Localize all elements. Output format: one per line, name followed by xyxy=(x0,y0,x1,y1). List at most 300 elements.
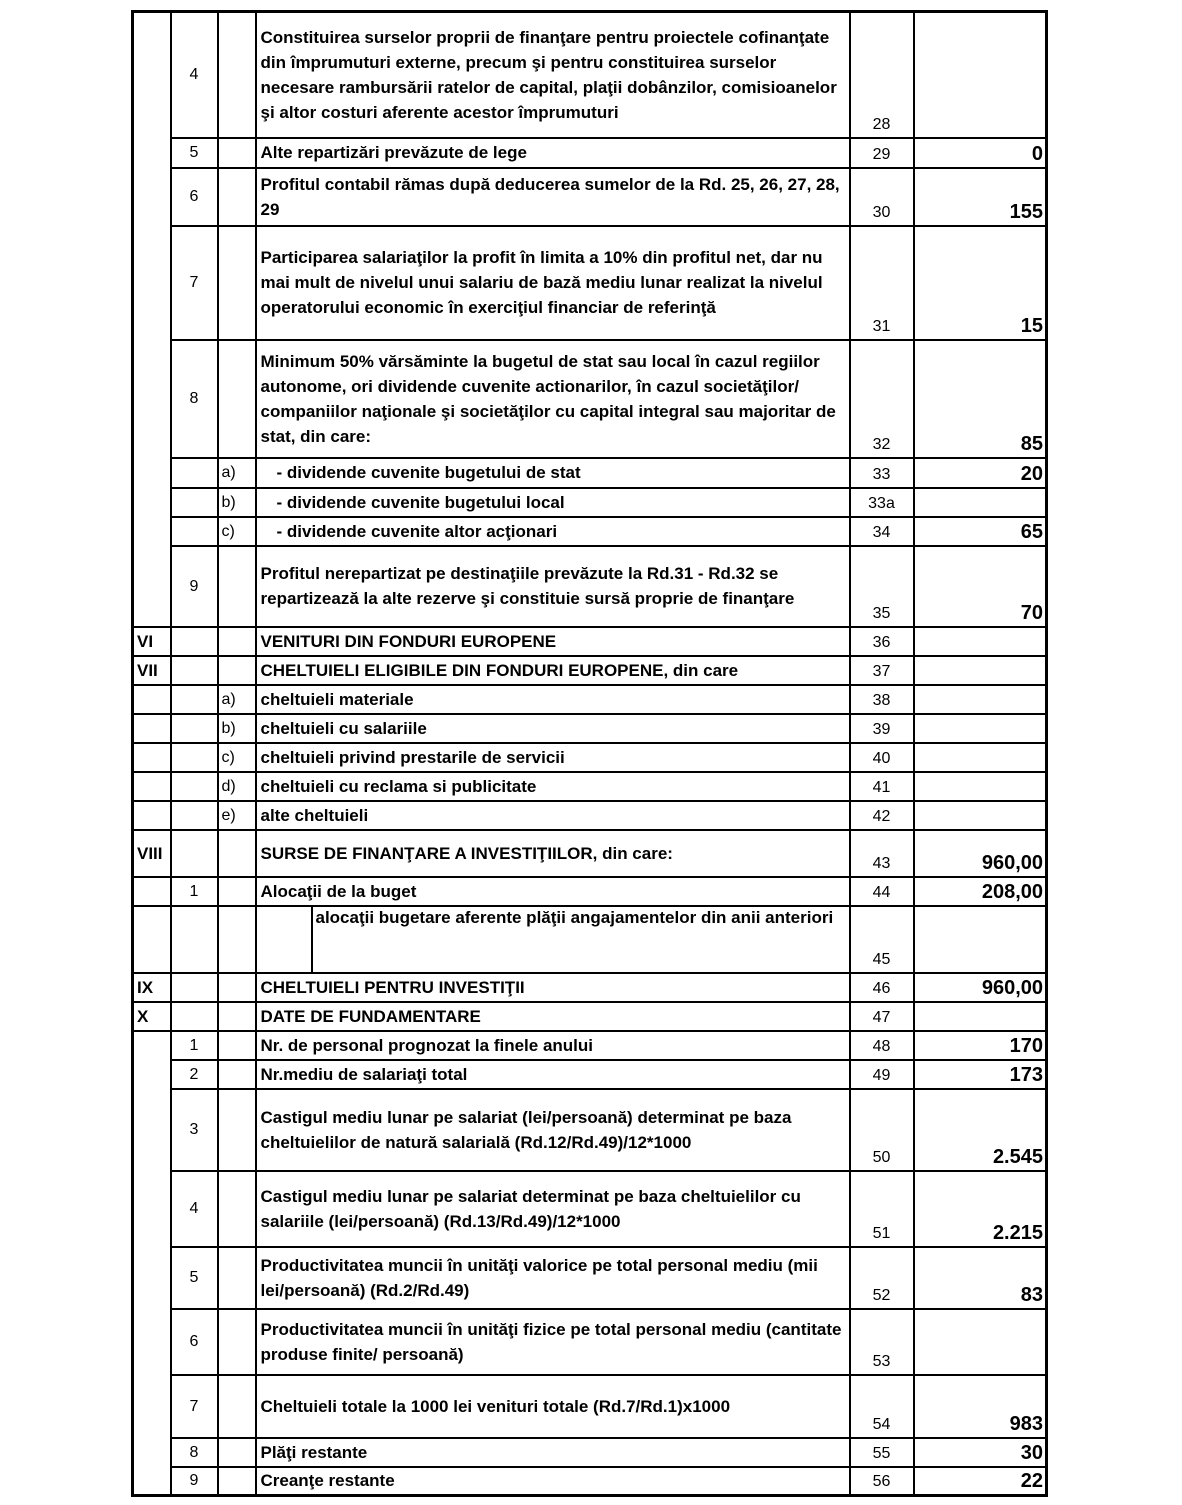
value-cell xyxy=(914,1375,1047,1438)
value-cell xyxy=(914,1060,1047,1089)
row-number-cell-text: 1 xyxy=(189,882,199,900)
row-code-cell xyxy=(850,1002,914,1031)
indicator-text-cell-text: Alte repartizări prevăzute de lege xyxy=(260,143,527,162)
value-cell xyxy=(914,973,1047,1002)
sub-index-cell xyxy=(218,685,256,714)
row-code-cell xyxy=(850,743,914,772)
table-row xyxy=(133,1089,1047,1171)
indicator-text-cell-text: Cheltuieli totale la 1000 lei venituri totale (Rd.7/Rd.1)x1000 xyxy=(260,1396,731,1416)
section-roman-cell xyxy=(133,546,171,627)
indicator-text-cell-text: DATE DE FUNDAMENTARE xyxy=(260,1006,481,1026)
table-row xyxy=(133,772,1047,801)
sub-index-cell xyxy=(218,12,256,138)
sub-index-cell xyxy=(218,1309,256,1375)
row-number-cell-text: 7 xyxy=(189,1397,199,1415)
indicator-text-cell-text: Profitul nerepartizat pe destinaţiile prevăzute la Rd.31 - Rd.32 se repartizează la alte rezerve şi constituie sursă proprie de finanţare xyxy=(260,564,795,608)
indicator-text-cell-text: - dividende cuvenite altor acţionari xyxy=(276,521,558,541)
row-code-cell-text: 56 xyxy=(872,1473,891,1490)
sub-index-cell xyxy=(218,877,256,906)
indicator-text-cell-text: cheltuieli cu salariile xyxy=(260,718,427,738)
value-cell xyxy=(914,168,1047,226)
value-cell-text: 208,00 xyxy=(981,880,1043,903)
value-cell-text: 85 xyxy=(1020,432,1043,455)
sub-index-cell xyxy=(218,1438,256,1467)
row-code-cell-text: 55 xyxy=(872,1444,891,1462)
row-number-cell xyxy=(171,12,218,138)
row-number-cell-text: 5 xyxy=(189,1269,199,1286)
sub-index-cell xyxy=(218,168,256,226)
sub-index-cell xyxy=(218,138,256,168)
value-cell xyxy=(914,546,1047,627)
row-code-cell xyxy=(850,1438,914,1467)
indicator-text-cell xyxy=(256,138,850,168)
section-roman-cell xyxy=(133,714,171,743)
value-cell-text: 22 xyxy=(1020,1470,1043,1492)
row-number-cell xyxy=(171,1309,218,1375)
sub-index-cell xyxy=(218,973,256,1002)
row-code-cell xyxy=(850,1309,914,1375)
value-cell-text: 983 xyxy=(1009,1412,1043,1435)
table-row xyxy=(133,546,1047,627)
sub-index-cell-text: c) xyxy=(221,522,235,540)
value-cell xyxy=(914,801,1047,830)
indicator-text-cell xyxy=(256,1467,850,1496)
row-code-cell xyxy=(850,1467,914,1496)
value-cell xyxy=(914,12,1047,138)
section-roman-cell xyxy=(133,1002,171,1031)
section-roman-cell xyxy=(133,906,171,973)
row-code-cell-text: 44 xyxy=(872,883,891,901)
sub-index-cell-text: b) xyxy=(221,493,236,511)
value-cell-text: 0 xyxy=(1031,142,1043,165)
indicator-text-cell xyxy=(256,1031,850,1060)
indicator-text-cell-text: cheltuieli materiale xyxy=(260,689,414,709)
value-cell-text: 83 xyxy=(1020,1283,1043,1306)
value-cell-text: 2.215 xyxy=(992,1221,1043,1244)
indicator-text-cell xyxy=(256,743,850,772)
value-cell xyxy=(914,743,1047,772)
value-cell xyxy=(914,1031,1047,1060)
row-number-cell-text: 5 xyxy=(189,144,199,161)
indicator-text-cell-text: Participarea salariaţilor la profit în limita a 10% din profitul net, dar nu mai mult de nivelul unui salariu de bază mediu lunar realizat la nivelul operatorului economic în exerciţiul financiar de referinţă xyxy=(260,248,823,317)
section-roman-cell xyxy=(133,1171,171,1247)
indicator-text-cell-text: Plăţi restante xyxy=(260,1442,368,1462)
table-row xyxy=(133,801,1047,830)
sub-index-cell xyxy=(218,1375,256,1438)
row-code-cell-text: 36 xyxy=(872,633,891,651)
table-row xyxy=(133,488,1047,517)
sub-index-cell xyxy=(218,714,256,743)
row-code-cell-text: 50 xyxy=(872,1148,891,1166)
table-row xyxy=(133,1060,1047,1089)
section-roman-cell xyxy=(133,168,171,226)
row-number-cell xyxy=(171,226,218,340)
indicator-text-cell xyxy=(256,973,850,1002)
row-number-cell-text: 6 xyxy=(189,188,199,205)
value-cell xyxy=(914,906,1047,973)
nested-indicator-box xyxy=(311,906,834,973)
value-cell xyxy=(914,772,1047,801)
sub-index-cell xyxy=(218,1171,256,1247)
indicator-text-cell xyxy=(256,656,850,685)
table-row xyxy=(133,1171,1047,1247)
section-roman-cell xyxy=(133,458,171,488)
value-cell xyxy=(914,1171,1047,1247)
indicator-text-cell-text: Nr. de personal prognozat la finele anului xyxy=(260,1035,593,1055)
table-row xyxy=(133,1031,1047,1060)
indicator-text-cell xyxy=(256,772,850,801)
value-cell-text: 960,00 xyxy=(981,851,1043,874)
indicator-text-cell xyxy=(256,168,850,226)
row-code-cell xyxy=(850,488,914,517)
indicator-text-cell xyxy=(256,1060,850,1089)
row-number-cell xyxy=(171,1247,218,1309)
value-cell xyxy=(914,1247,1047,1309)
row-number-cell-text: 4 xyxy=(189,66,199,84)
indicator-text-cell-text: cheltuieli privind prestarile de servicii xyxy=(260,747,565,767)
row-number-cell xyxy=(171,1060,218,1089)
section-roman-cell xyxy=(133,830,171,877)
section-roman-cell xyxy=(133,340,171,458)
row-code-cell xyxy=(850,714,914,743)
table-row xyxy=(133,517,1047,546)
table-row xyxy=(133,226,1047,340)
row-code-cell-text: 46 xyxy=(872,979,891,997)
indicator-text-cell xyxy=(256,1309,850,1375)
table-row xyxy=(133,1309,1047,1375)
sub-index-cell xyxy=(218,1089,256,1171)
indicator-text-cell xyxy=(256,830,850,877)
row-code-cell xyxy=(850,1060,914,1089)
section-roman-cell xyxy=(133,1060,171,1089)
section-roman-cell-text: VI xyxy=(137,631,154,651)
sub-index-cell xyxy=(218,1031,256,1060)
table-row xyxy=(133,1467,1047,1496)
row-code-cell-text: 41 xyxy=(872,778,891,796)
row-code-cell-text: 52 xyxy=(872,1286,891,1304)
indicator-text-cell xyxy=(256,340,850,458)
sub-index-cell xyxy=(218,772,256,801)
table-row xyxy=(133,1002,1047,1031)
table-row xyxy=(133,138,1047,168)
row-code-cell xyxy=(850,656,914,685)
indicator-text-cell xyxy=(256,1438,850,1467)
indicator-text-cell-text: Minimum 50% vărsăminte la bugetul de stat sau local în cazul regiilor autonome, ori dividende cuvenite actionarilor, în cazul societăţilor/ companiilor naţionale şi societăţilor cu capital integral sau majoritar de stat, din care: xyxy=(260,351,836,446)
row-code-cell xyxy=(850,906,914,973)
table-row xyxy=(133,906,1047,973)
row-number-cell xyxy=(171,627,218,656)
value-cell-text: 20 xyxy=(1020,462,1043,485)
value-cell xyxy=(914,1089,1047,1171)
sub-index-cell xyxy=(218,830,256,877)
row-code-cell xyxy=(850,168,914,226)
indicator-text-cell-text: CHELTUIELI ELIGIBILE DIN FONDURI EUROPENE, din care xyxy=(260,660,739,680)
indicator-text-cell xyxy=(256,488,850,517)
value-cell xyxy=(914,877,1047,906)
row-code-cell xyxy=(850,685,914,714)
indicator-text-cell xyxy=(256,801,850,830)
value-cell-text: 960,00 xyxy=(981,976,1043,999)
sub-index-cell-text: d) xyxy=(221,777,236,795)
row-code-cell xyxy=(850,1031,914,1060)
table-row xyxy=(133,340,1047,458)
row-number-cell xyxy=(171,1467,218,1496)
value-cell-text: 170 xyxy=(1009,1034,1043,1057)
value-cell xyxy=(914,685,1047,714)
section-roman-cell xyxy=(133,1247,171,1309)
indicator-text-cell-text: Castigul mediu lunar pe salariat (lei/persoană) determinat pe baza cheltuielilor de natură salarială (Rd.12/Rd.49)/12*1000 xyxy=(260,1107,792,1152)
indicator-text-cell-text: VENITURI DIN FONDURI EUROPENE xyxy=(260,631,557,651)
section-roman-cell xyxy=(133,517,171,546)
table-row xyxy=(133,458,1047,488)
row-number-cell xyxy=(171,877,218,906)
row-number-cell-text: 7 xyxy=(189,274,199,291)
row-number-cell xyxy=(171,830,218,877)
row-number-cell-text: 4 xyxy=(189,1200,199,1217)
row-code-cell-text: 38 xyxy=(872,691,891,709)
row-code-cell-text: 45 xyxy=(872,950,891,968)
row-code-cell xyxy=(850,458,914,488)
indicator-text-cell xyxy=(256,458,850,488)
indicator-text-cell-text: SURSE DE FINANŢARE A INVESTIŢIILOR, din care: xyxy=(260,843,673,863)
sub-index-cell xyxy=(218,546,256,627)
value-cell xyxy=(914,517,1047,546)
table-row xyxy=(133,973,1047,1002)
indicator-text-cell xyxy=(256,1247,850,1309)
row-number-cell xyxy=(171,714,218,743)
row-number-cell xyxy=(171,685,218,714)
row-number-cell-text: 9 xyxy=(189,577,199,595)
indicator-text-cell-text: Productivitatea muncii în unităţi fizice pe total personal mediu (cantitate produse finite/ persoană) xyxy=(260,1319,842,1364)
value-cell xyxy=(914,488,1047,517)
row-code-cell-text: 37 xyxy=(872,662,891,680)
row-code-cell xyxy=(850,1089,914,1171)
row-code-cell xyxy=(850,226,914,340)
row-number-cell xyxy=(171,546,218,627)
value-cell-text: 30 xyxy=(1020,1441,1043,1464)
sub-index-cell xyxy=(218,627,256,656)
value-cell xyxy=(914,138,1047,168)
indicator-text-cell-text: Alocaţii de la buget xyxy=(260,881,417,901)
indicator-text-cell xyxy=(256,877,850,906)
sub-index-cell-text: c) xyxy=(221,748,235,766)
row-number-cell xyxy=(171,458,218,488)
section-roman-cell xyxy=(133,877,171,906)
row-code-cell-text: 29 xyxy=(872,145,891,163)
section-roman-cell xyxy=(133,627,171,656)
section-roman-cell xyxy=(133,1467,171,1496)
indicator-text-cell xyxy=(256,1375,850,1438)
table-row xyxy=(133,1438,1047,1467)
budget-table-body xyxy=(133,12,1047,1496)
row-code-cell-text: 31 xyxy=(872,317,891,335)
section-roman-cell xyxy=(133,488,171,517)
row-number-cell xyxy=(171,1089,218,1171)
row-number-cell-text: 8 xyxy=(189,390,199,407)
row-number-cell-text: 3 xyxy=(189,1121,199,1138)
sub-index-cell-text: a) xyxy=(221,690,236,708)
section-roman-cell xyxy=(133,1031,171,1060)
row-code-cell-text: 47 xyxy=(872,1008,891,1026)
row-number-cell xyxy=(171,488,218,517)
indicator-text-cell-text: Productivitatea muncii în unităţi valorice pe total personal mediu (mii lei/persoană) (Rd.2/Rd.49) xyxy=(260,1255,818,1300)
table-row xyxy=(133,627,1047,656)
indicator-text-cell-text: Nr.mediu de salariaţi total xyxy=(260,1064,468,1084)
section-roman-cell-text: X xyxy=(137,1006,149,1026)
row-code-cell xyxy=(850,772,914,801)
value-cell-text: 155 xyxy=(1009,200,1043,223)
table-row xyxy=(133,1247,1047,1309)
indicator-text-cell xyxy=(256,1089,850,1171)
row-code-cell xyxy=(850,877,914,906)
section-roman-cell xyxy=(133,226,171,340)
value-cell xyxy=(914,458,1047,488)
sub-index-cell-text: a) xyxy=(221,464,236,481)
table-row xyxy=(133,168,1047,226)
row-number-cell xyxy=(171,1002,218,1031)
indicator-text-cell-text: Creanţe restante xyxy=(260,1471,395,1491)
row-code-cell xyxy=(850,1375,914,1438)
indicator-text-cell xyxy=(256,685,850,714)
row-code-cell xyxy=(850,12,914,138)
row-number-cell xyxy=(171,1438,218,1467)
row-code-cell-text: 28 xyxy=(872,115,891,133)
row-number-cell-text: 6 xyxy=(189,1333,199,1350)
indicator-text-cell-text: - dividende cuvenite bugetului local xyxy=(276,492,565,512)
row-code-cell-text: 32 xyxy=(872,435,891,453)
section-roman-cell-text: IX xyxy=(137,977,154,997)
sub-index-cell xyxy=(218,656,256,685)
value-cell xyxy=(914,627,1047,656)
indicator-text-cell-text: alte cheltuieli xyxy=(260,805,369,825)
section-roman-cell xyxy=(133,772,171,801)
sub-index-cell xyxy=(218,801,256,830)
table-row xyxy=(133,714,1047,743)
indicator-text-cell xyxy=(256,714,850,743)
sub-index-cell-text: e) xyxy=(221,806,236,824)
section-roman-cell xyxy=(133,685,171,714)
table-row xyxy=(133,1375,1047,1438)
row-code-cell-text: 51 xyxy=(872,1224,891,1242)
row-number-cell xyxy=(171,1031,218,1060)
value-cell-text: 15 xyxy=(1020,314,1043,337)
value-cell-text: 65 xyxy=(1020,520,1043,543)
row-code-cell xyxy=(850,1247,914,1309)
row-code-cell xyxy=(850,830,914,877)
row-code-cell xyxy=(850,138,914,168)
value-cell xyxy=(914,830,1047,877)
row-number-cell-text: 2 xyxy=(189,1065,199,1083)
indicator-text-cell xyxy=(256,1002,850,1031)
value-cell-text: 70 xyxy=(1020,601,1043,624)
indicator-text-cell-text: Profitul contabil rămas după deducerea sumelor de la Rd. 25, 26, 27, 28, 29 xyxy=(260,174,840,219)
value-cell-text: 173 xyxy=(1009,1063,1043,1086)
row-code-cell-text: 39 xyxy=(872,720,891,738)
row-code-cell xyxy=(850,1171,914,1247)
value-cell xyxy=(914,1438,1047,1467)
sub-index-cell xyxy=(218,1060,256,1089)
value-cell xyxy=(914,714,1047,743)
sub-index-cell xyxy=(218,1467,256,1496)
sub-index-cell xyxy=(218,226,256,340)
row-number-cell xyxy=(171,1171,218,1247)
budget-table xyxy=(131,10,1048,1497)
section-roman-cell xyxy=(133,656,171,685)
sub-index-cell-text: b) xyxy=(221,719,236,737)
value-cell xyxy=(914,226,1047,340)
row-code-cell xyxy=(850,546,914,627)
section-roman-cell xyxy=(133,12,171,138)
value-cell xyxy=(914,340,1047,458)
row-code-cell xyxy=(850,801,914,830)
row-code-cell xyxy=(850,627,914,656)
indicator-text-cell xyxy=(256,627,850,656)
sub-index-cell xyxy=(218,517,256,546)
row-number-cell xyxy=(171,743,218,772)
row-number-cell xyxy=(171,1375,218,1438)
section-roman-cell xyxy=(133,973,171,1002)
section-roman-cell xyxy=(133,1309,171,1375)
row-code-cell-text: 48 xyxy=(872,1037,891,1055)
value-cell-text: 2.545 xyxy=(992,1145,1043,1168)
indicator-text-cell xyxy=(256,1171,850,1247)
sub-index-cell xyxy=(218,458,256,488)
row-code-cell xyxy=(850,973,914,1002)
row-number-cell xyxy=(171,138,218,168)
row-code-cell-text: 49 xyxy=(872,1066,891,1084)
indicator-text-cell-text: Constituirea surselor proprii de finanţare pentru proiectele cofinanţate din împrumuturi externe, precum şi pentru constituirea surselor necesare rambursării ratelor de capital, plaţii dobânzilor, comisioanelor şi altor costuri aferente acestor împrumuturi xyxy=(260,27,837,122)
section-roman-cell xyxy=(133,1438,171,1467)
section-roman-cell xyxy=(133,801,171,830)
value-cell xyxy=(914,1002,1047,1031)
row-code-cell-text: 40 xyxy=(872,749,891,767)
section-roman-cell-text: VII xyxy=(137,660,158,680)
sub-index-cell xyxy=(218,488,256,517)
row-number-cell xyxy=(171,168,218,226)
row-code-cell-text: 34 xyxy=(872,523,891,541)
row-number-cell xyxy=(171,517,218,546)
row-code-cell-text: 42 xyxy=(872,807,891,825)
row-code-cell-text: 33a xyxy=(868,494,895,512)
section-roman-cell xyxy=(133,1089,171,1171)
row-code-cell xyxy=(850,340,914,458)
indicator-text-cell-text: CHELTUIELI PENTRU INVESTIŢII xyxy=(260,977,525,997)
value-cell xyxy=(914,1309,1047,1375)
table-row xyxy=(133,685,1047,714)
row-number-cell-text: 1 xyxy=(189,1036,199,1054)
value-cell xyxy=(914,656,1047,685)
section-roman-cell-text: VIII xyxy=(137,843,163,863)
row-code-cell-text: 30 xyxy=(872,203,891,221)
indicator-text-cell-text: Castigul mediu lunar pe salariat determinat pe baza cheltuielilor cu salariile (lei/persoană) (Rd.13/Rd.49)/12*1000 xyxy=(260,1186,801,1231)
indicator-text-cell xyxy=(256,546,850,627)
section-roman-cell xyxy=(133,1375,171,1438)
row-number-cell-text: 9 xyxy=(189,1472,199,1490)
sub-index-cell xyxy=(218,1247,256,1309)
section-roman-cell xyxy=(133,743,171,772)
sub-index-cell xyxy=(218,906,256,973)
indicator-text-cell xyxy=(256,517,850,546)
row-code-cell-text: 35 xyxy=(872,604,891,622)
indicator-text-cell-text: cheltuieli cu reclama si publicitate xyxy=(260,776,537,796)
row-code-cell-text: 53 xyxy=(872,1352,891,1370)
indicator-text-cell-text: alocaţii bugetare aferente plăţii angajamentelor din anii anteriori xyxy=(315,907,834,927)
row-number-cell-text: 8 xyxy=(189,1443,199,1461)
row-code-cell xyxy=(850,517,914,546)
row-code-cell-text: 43 xyxy=(872,854,891,872)
indicator-text-cell xyxy=(256,226,850,340)
row-number-cell xyxy=(171,801,218,830)
